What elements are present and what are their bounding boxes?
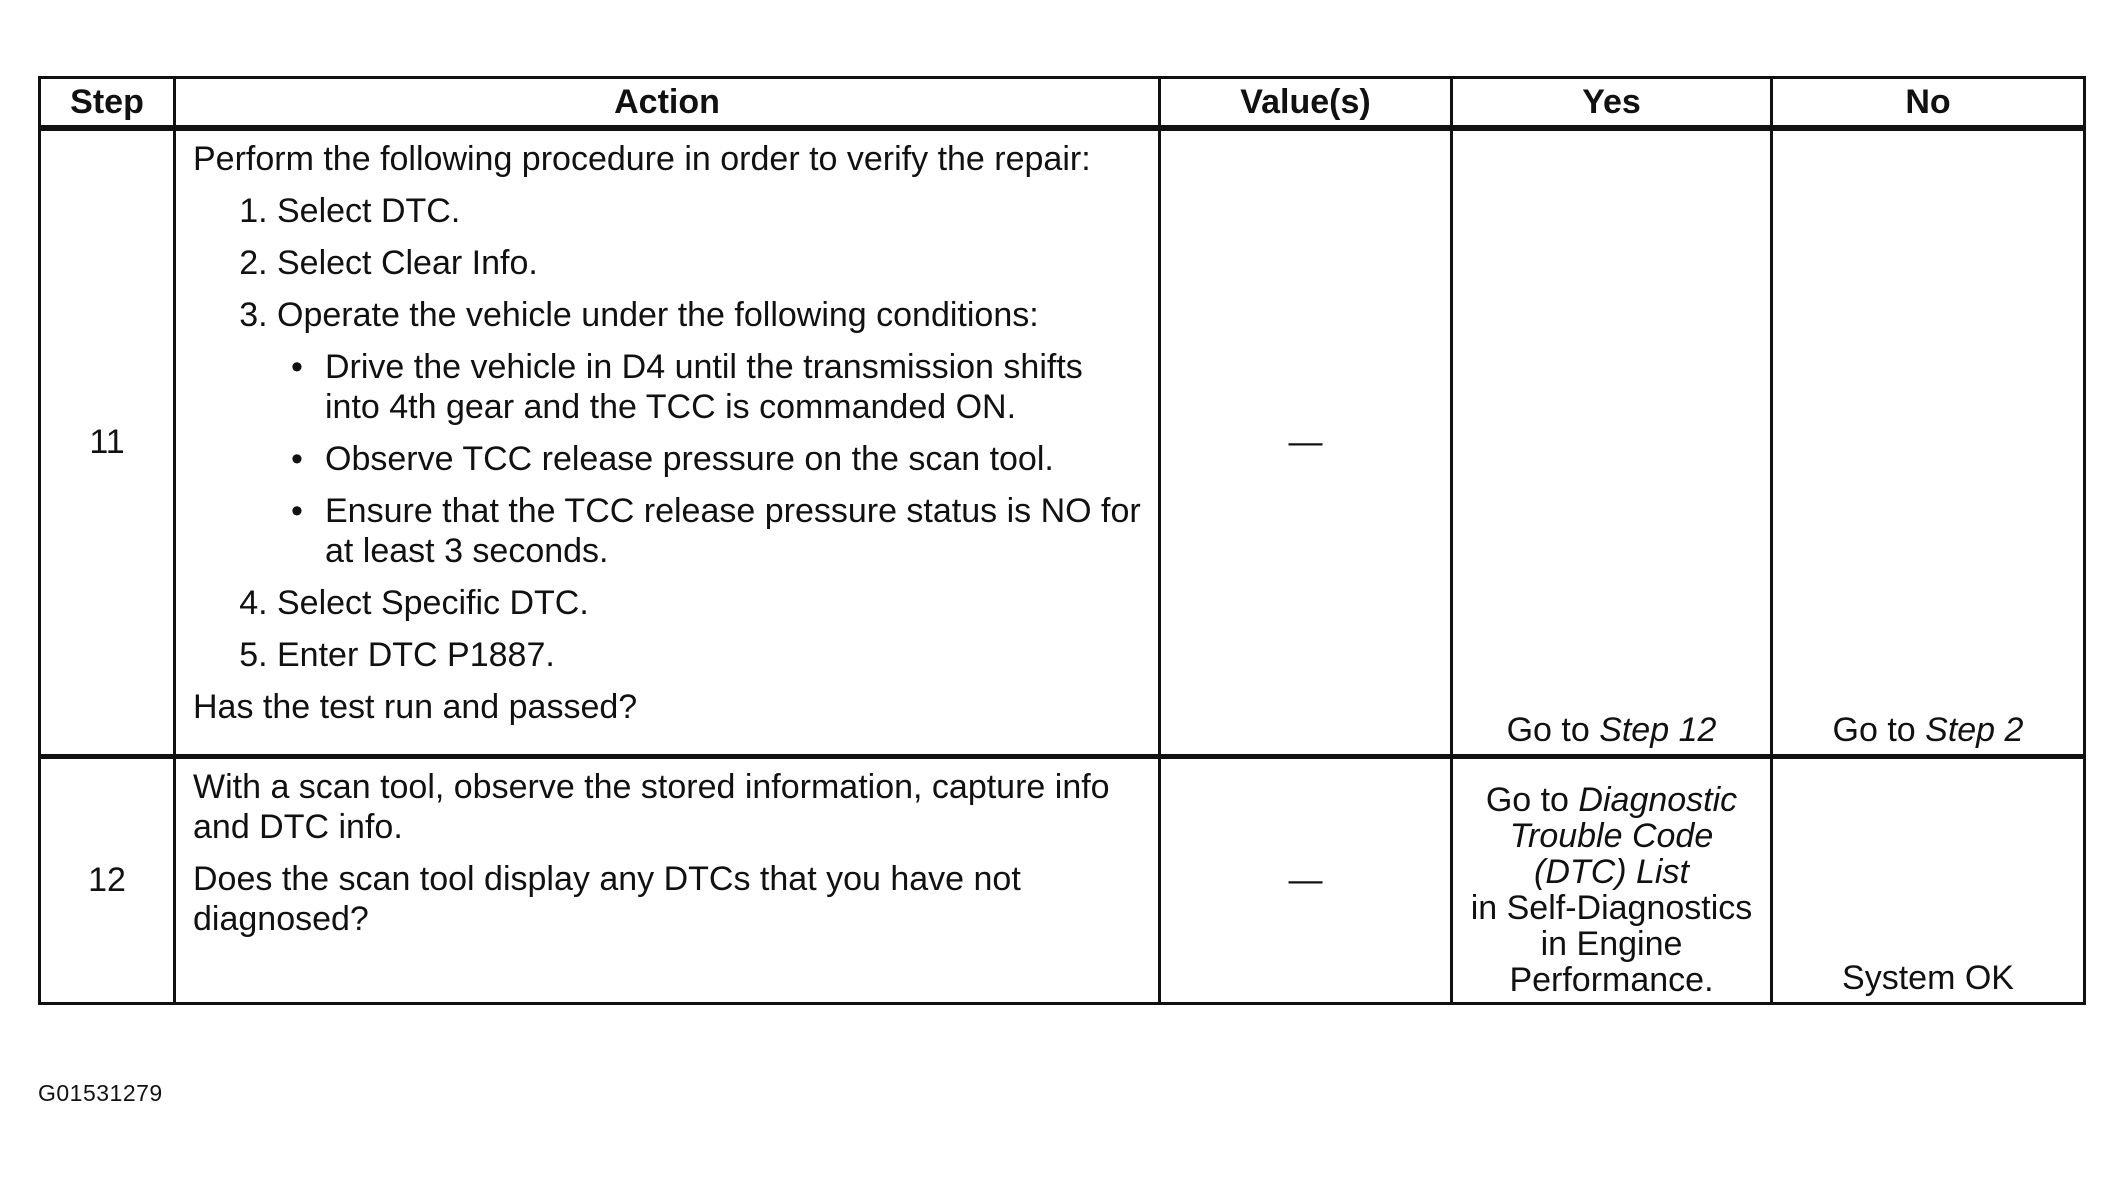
figure-code: G01531279 — [38, 1080, 163, 1106]
no-cell: System OK — [1772, 756, 2085, 1003]
action-question: Does the scan tool display any DTCs that you have not diagnosed? — [193, 859, 1021, 938]
value-cell: — — [1160, 756, 1452, 1003]
condition-item: • Drive the vehicle in D4 until the transmission shifts into 4th gear and the TCC is commanded ON. — [291, 348, 1083, 426]
yes-cell: Go to Step 12 — [1452, 128, 1772, 756]
step-number: 11 — [40, 128, 175, 756]
action-question: Has the test run and passed? — [193, 688, 638, 726]
table-row-step-12 — [40, 756, 2085, 1003]
procedure-step: 2. Select Clear Info. — [277, 243, 1142, 283]
procedure-step: 1. Select DTC. — [277, 191, 1142, 231]
action-cell — [175, 756, 1160, 1003]
condition-item: • Observe TCC release pressure on the scan tool. — [291, 440, 1054, 478]
header-action: Action — [175, 78, 1160, 129]
procedure-step: 4. Select Specific DTC. — [277, 583, 1142, 623]
header-no: No — [1772, 78, 2085, 129]
dtc-list-link[interactable]: Diagnostic Trouble Code (DTC) List — [1509, 780, 1738, 891]
header-values: Value(s) — [1160, 78, 1452, 129]
condition-item: • Ensure that the TCC release pressure status is NO for at least 3 seconds. — [291, 492, 1141, 570]
yes-suffix: in Self-Diagnostics in Engine Performance. — [1470, 888, 1753, 999]
procedure-step: 5. Enter DTC P1887. — [277, 635, 1142, 675]
bullet-icon: • — [291, 348, 303, 386]
header-row — [40, 78, 2085, 129]
action-intro: With a scan tool, observe the stored information, capture info and DTC info. — [193, 767, 1110, 846]
action-cell — [175, 128, 1160, 756]
diagnostic-table — [38, 76, 2086, 1005]
procedure-list — [193, 191, 1142, 675]
yes-cell: Go to Diagnostic Trouble Code (DTC) List in Self-Diagnostics in Engine Performance. — [1452, 756, 1772, 1003]
table-row-step-11 — [40, 128, 2085, 756]
procedure-step: 3. Operate the vehicle under the following conditions: • Drive the vehicle in D4 until the transmission shifts into 4th gear and the TCC is commanded ON. • Observe TCC release pressure on the scan tool. • Ensure that the TCC release pressure status is NO for at least 3 seconds. — [277, 295, 1142, 571]
no-cell: Go to Step 2 — [1772, 128, 2085, 756]
header-step: Step — [40, 78, 175, 129]
conditions-list — [277, 347, 1142, 571]
bullet-icon: • — [291, 440, 303, 478]
no-step-link[interactable]: Step 2 — [1925, 710, 2024, 749]
action-intro: Perform the following procedure in order to verify the repair: — [193, 140, 1091, 178]
yes-step-link[interactable]: Step 12 — [1599, 710, 1717, 749]
header-yes: Yes — [1452, 78, 1772, 129]
value-cell: — — [1160, 128, 1452, 756]
step-number: 12 — [40, 756, 175, 1003]
bullet-icon: • — [291, 492, 303, 530]
